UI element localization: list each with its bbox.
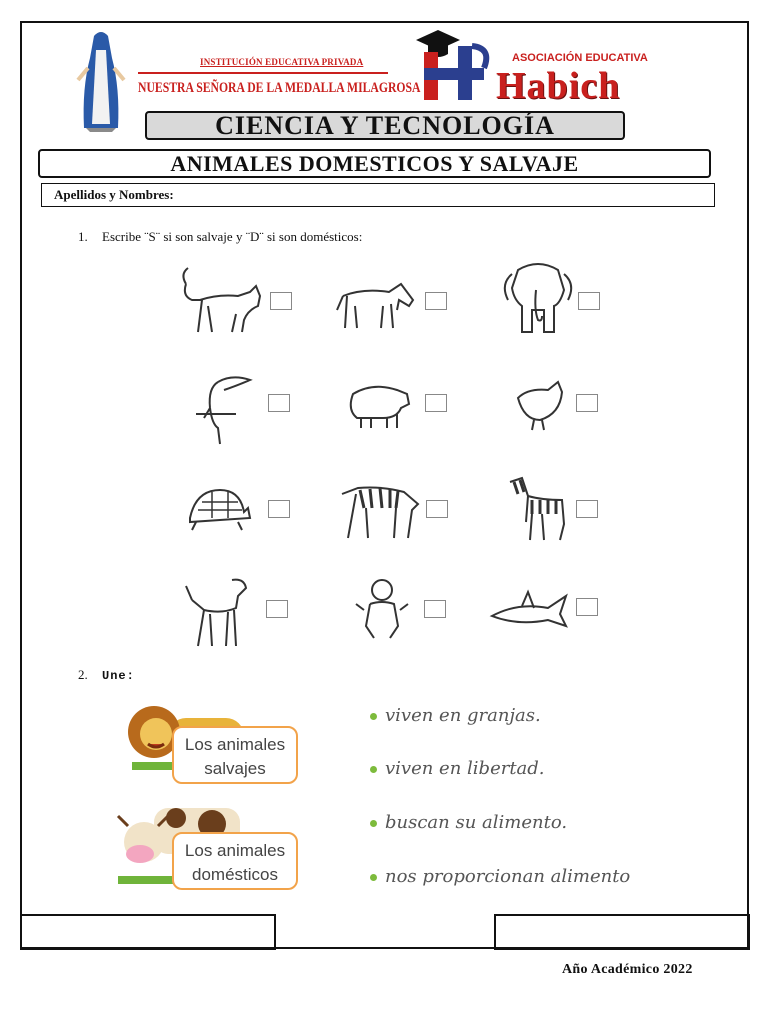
question-1-number: 1. xyxy=(78,229,88,244)
virgin-mary-image xyxy=(72,28,130,132)
toucan-icon xyxy=(188,368,258,448)
name-field[interactable] xyxy=(41,183,715,207)
animal-cell xyxy=(330,474,480,560)
answer-box[interactable] xyxy=(576,500,598,518)
card-domestic-animals[interactable] xyxy=(172,832,298,890)
phrase-text: viven en libertad. xyxy=(385,758,545,779)
card-wild-line2: salvajes xyxy=(204,759,266,778)
animal-cell xyxy=(480,582,630,668)
academic-year: Año Académico 2022 xyxy=(562,962,693,977)
animal-cell xyxy=(325,262,475,348)
phrase-text: viven en granjas. xyxy=(385,705,541,726)
bullet-icon xyxy=(370,766,377,773)
turtle-icon xyxy=(182,478,252,538)
phrase-item[interactable] xyxy=(370,705,541,726)
name-field-label: Apellidos y Nombres: xyxy=(54,187,174,202)
answer-box[interactable] xyxy=(266,600,288,618)
subject-title: CIENCIA Y TECNOLOGÍA xyxy=(145,111,625,140)
answer-box[interactable] xyxy=(578,292,600,310)
question-2-number: 2. xyxy=(78,667,88,682)
pig-icon xyxy=(343,374,413,434)
answer-box[interactable] xyxy=(268,500,290,518)
answer-box[interactable] xyxy=(576,598,598,616)
footer-box-right[interactable] xyxy=(494,914,750,950)
animal-cell xyxy=(490,256,640,342)
bullet-icon xyxy=(370,820,377,827)
animal-cell xyxy=(344,572,494,658)
answer-box[interactable] xyxy=(270,292,292,310)
bullet-icon xyxy=(370,713,377,720)
answer-box[interactable] xyxy=(576,394,598,412)
monkey-icon xyxy=(352,576,412,646)
animal-cell xyxy=(174,474,324,560)
phrase-item[interactable] xyxy=(370,758,545,779)
institution-rule xyxy=(138,72,388,74)
answer-box[interactable] xyxy=(426,500,448,518)
institution-top-label: INSTITUCIÓN EDUCATIVA PRIVADA xyxy=(200,57,364,67)
shark-icon xyxy=(488,586,568,636)
association-name: Habich xyxy=(496,65,621,107)
phrase-item[interactable] xyxy=(370,866,630,887)
horse-icon xyxy=(333,266,423,336)
answer-box[interactable] xyxy=(425,292,447,310)
question-2-text: Une: xyxy=(102,669,135,683)
phrase-text: buscan su alimento. xyxy=(385,812,568,833)
institution-name: NUESTRA SEÑORA DE LA MEDALLA MILAGROSA xyxy=(138,80,421,96)
question-1 xyxy=(78,229,362,245)
bullet-icon xyxy=(370,874,377,881)
answer-box[interactable] xyxy=(268,394,290,412)
question-2 xyxy=(78,667,135,683)
card-wild-line1: Los animales xyxy=(184,735,286,754)
animal-cell xyxy=(500,370,650,456)
phrase-item[interactable] xyxy=(370,812,567,833)
card-wild-animals[interactable] xyxy=(172,726,298,784)
question-1-text: Escribe ¨S¨ si son salvaje y ¨D¨ si son domésticos: xyxy=(102,229,363,244)
cat-icon xyxy=(178,266,268,336)
topic-title: ANIMALES DOMESTICOS Y SALVAJE xyxy=(38,149,711,178)
dog-icon xyxy=(182,574,252,650)
footer-box-left[interactable] xyxy=(20,914,276,950)
phrase-text: nos proporcionan alimento xyxy=(385,866,631,887)
hen-icon xyxy=(508,374,568,434)
animal-cell xyxy=(335,370,485,456)
animal-cell xyxy=(174,570,324,656)
card-domestic-line1: Los animales xyxy=(184,841,286,860)
animal-cell xyxy=(494,470,644,556)
zebra-icon xyxy=(502,474,572,544)
elephant-icon xyxy=(498,260,578,336)
answer-box[interactable] xyxy=(425,394,447,412)
animal-cell xyxy=(180,364,330,450)
animal-cell xyxy=(170,262,320,348)
association-label: ASOCIACIÓN EDUCATIVA xyxy=(512,52,648,64)
habich-logo-icon xyxy=(414,28,504,104)
tiger-icon xyxy=(338,478,422,542)
animal-grid xyxy=(160,252,610,642)
answer-box[interactable] xyxy=(424,600,446,618)
card-domestic-line2: domésticos xyxy=(192,865,278,884)
